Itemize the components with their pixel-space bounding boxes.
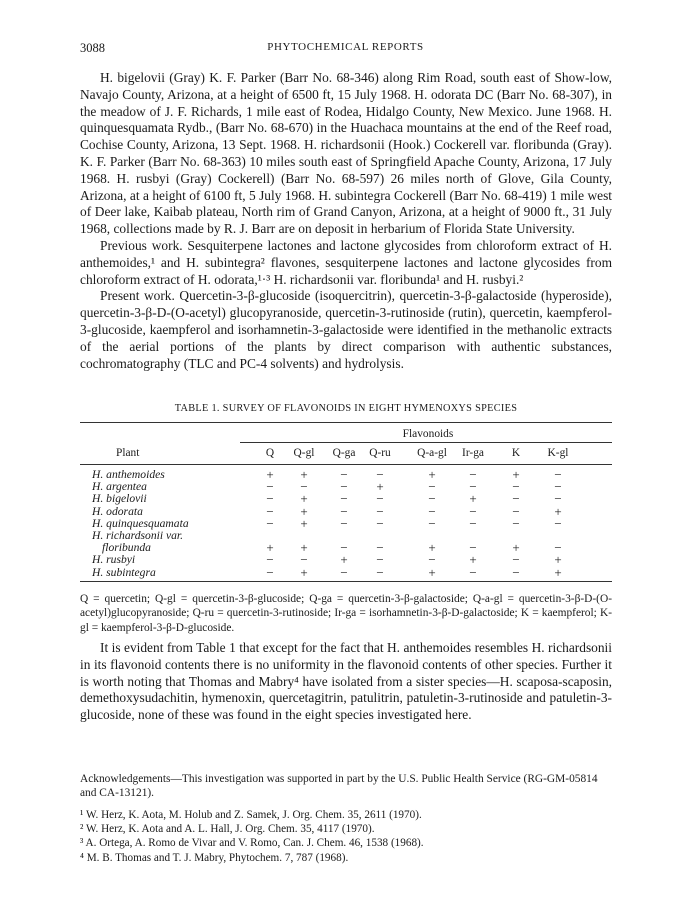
table-cell: − bbox=[340, 540, 348, 556]
table-cell: − bbox=[266, 503, 274, 519]
table-cell: − bbox=[554, 479, 562, 495]
table-row-plant: H. richardsonii var. bbox=[92, 529, 184, 542]
table-cell: − bbox=[469, 515, 477, 531]
page-number: 3088 bbox=[80, 41, 105, 55]
table-cell: − bbox=[554, 540, 562, 556]
column-header-plant: Plant bbox=[116, 447, 140, 459]
table-cell: − bbox=[376, 540, 384, 556]
table-cell: − bbox=[428, 491, 436, 507]
table-cell: + bbox=[300, 515, 308, 531]
table-cell: + bbox=[300, 467, 308, 482]
references bbox=[80, 808, 612, 865]
table-cell: − bbox=[512, 515, 520, 531]
table-cell: + bbox=[266, 467, 274, 482]
table-legend: Q = quercetin; Q-gl = quercetin-3-β-glucoside; Q-ga = quercetin-3-β-galactoside; Q-a-gl = quercetin-3-β-D-(O-acetyl)glucopyranoside; Q-ru = quercetin-3-rutinoside; Ir-ga = isorhamnetin-3-β-D-galactoside; K = kaempferol; K-gl = kaempferol-3-β-D-glucoside. bbox=[80, 593, 612, 634]
table-cell: − bbox=[266, 479, 274, 495]
column-header-q-ru: Q-ru bbox=[369, 447, 391, 459]
table-cell: − bbox=[469, 479, 477, 495]
table-cell: − bbox=[469, 540, 477, 556]
reference-3: ³ A. Ortega, A. Romo de Vivar and V. Romo, Can. J. Chem. 46, 1538 (1968). bbox=[80, 837, 424, 850]
table-cell: + bbox=[512, 467, 520, 482]
table-row-plant: H. odorata bbox=[92, 504, 143, 518]
table-cell: − bbox=[266, 552, 274, 568]
table-cell: + bbox=[469, 552, 477, 568]
table-top-rule bbox=[80, 422, 612, 423]
table-row-plant: H. bigelovii bbox=[92, 492, 147, 506]
table-cell: − bbox=[469, 503, 477, 519]
table-cell: − bbox=[340, 467, 348, 482]
running-header bbox=[80, 41, 611, 57]
table-cell: − bbox=[554, 515, 562, 531]
table-title: TABLE 1. SURVEY OF FLAVONOIDS IN EIGHT HYMENOXYS SPECIES bbox=[174, 403, 518, 414]
table-cell: + bbox=[428, 564, 436, 580]
column-header-ir-ga: Ir-ga bbox=[462, 447, 484, 459]
table-cell: + bbox=[512, 540, 520, 556]
present-work-paragraph: Present work. Quercetin-3-β-glucoside (isoquercitrin), quercetin-3-β-galactoside (hyperoside), quercetin-3-β-D-(O-acetyl) glucopyranoside, quercetin-3-rutinoside (rutin), quercetin, kaempferol-3-glucoside, kaempferol and isorhamnetin-3-galactoside were identified in the methanolic extracts of the aerial portions of the plants by direct comparison with authentic substances, cochromatography (TLC and PC-4 solvents) and hydrolysis. bbox=[80, 288, 612, 371]
table-cell: + bbox=[554, 564, 562, 580]
reference-2: ² W. Herz, K. Aota and A. L. Hall, J. Org. Chem. 35, 4117 (1970). bbox=[80, 823, 375, 836]
table-bottom-rule bbox=[80, 581, 612, 582]
table-cell: − bbox=[376, 552, 384, 568]
table-row-plant: H. rusbyi bbox=[92, 553, 136, 567]
table-row-plant: H. quinquesquamata bbox=[92, 516, 189, 530]
table-cell: − bbox=[554, 467, 562, 482]
table-cell: − bbox=[340, 503, 348, 519]
table-cell: − bbox=[428, 515, 436, 531]
table-cell: − bbox=[376, 503, 384, 519]
table-cell: − bbox=[376, 515, 384, 531]
table-row-plant: H. anthemoides bbox=[92, 468, 165, 481]
table-cell: − bbox=[340, 564, 348, 580]
journal-title: PHYTOCHEMICAL REPORTS bbox=[267, 41, 424, 53]
previous-work-paragraph: Previous work. Sesquiterpene lactones and lactone glycosides from chloroform extract of H. anthemoides,¹ and H. subintegra² flavones, sesquiterpene lactones and lactone glycosides from chloroform extract of H. odorata,¹·³ H. richardsonii var. floribunda¹ and H. rusbyi.² bbox=[80, 237, 612, 287]
table-cell: + bbox=[300, 540, 308, 556]
table-cell: − bbox=[340, 491, 348, 507]
collection-paragraph: H. bigelovii (Gray) K. F. Parker (Barr No. 68-346) along Rim Road, south east of Show-low, Navajo County, Arizona, at a height of 6500 ft, 15 July 1968. H. odorata DC (Barr No. 68-307), in the meadow of J. F. Richards, 1 mile east of Rodea, Hidalgo County, New Mexico. June 1968. H. quinquesquamata Rydb., (Barr No. 68-670) in the Huachaca mountains at the end of the Reef road, Cochise County, Arizona, 13 Sept. 1968. H. richardsonii (Hook.) Cockerell var. floribunda (Gray). K. F. Parker (Barr No. 68-363) 10 miles south east of Springfield Apache County, Arizona, 17 July 1968. H. rusbyi (Gray) Cockerell) (Barr No. 68-597) 26 miles north of Glove, Gila County, Arizona, at a height of 6100 ft, 5 July 1968. H. subintegra Cockerell (Barr No. 68-419) 1 mile west of Deer lake, Kaibab plateau, North rim of Grand Canyon, Arizona, at a height of 9000 ft., 31 July 1968, collections made by R. J. Barr are on deposit in herbarium of Florida State University. bbox=[80, 70, 612, 237]
table-group-header: Flavonoids bbox=[402, 428, 454, 440]
table-cell: − bbox=[428, 552, 436, 568]
table-cell: − bbox=[300, 552, 308, 568]
table-cell: − bbox=[469, 564, 477, 580]
table-cell: − bbox=[266, 564, 274, 580]
table-cell: + bbox=[340, 552, 348, 568]
table-cell: − bbox=[469, 467, 477, 482]
reference-4: ⁴ M. B. Thomas and T. J. Mabry, Phytochem. 7, 787 (1968). bbox=[80, 851, 349, 864]
table-cell: + bbox=[554, 503, 562, 519]
table-cell: − bbox=[300, 479, 308, 495]
column-header-q-gl: Q-gl bbox=[293, 447, 315, 459]
table-cell: + bbox=[266, 540, 274, 556]
acknowledgements: Acknowledgements—This investigation was supported in part by the U.S. Public Health Service (RG-GM-05814 and CA-13121). bbox=[80, 773, 598, 800]
table-cell: − bbox=[428, 479, 436, 495]
table-cell: + bbox=[300, 491, 308, 507]
collection-paragraph-block bbox=[80, 70, 612, 372]
column-header-k-gl: K-gl bbox=[547, 447, 569, 459]
table-group-rule bbox=[240, 442, 612, 443]
table-cell: − bbox=[376, 564, 384, 580]
column-header-k: K bbox=[511, 447, 521, 459]
table-cell: − bbox=[512, 479, 520, 495]
discussion-paragraph bbox=[80, 640, 612, 724]
table-header-rule bbox=[80, 464, 612, 465]
table-cell: − bbox=[266, 515, 274, 531]
table-cell: − bbox=[554, 491, 562, 507]
table-cell: − bbox=[376, 467, 384, 482]
table-cell: − bbox=[428, 503, 436, 519]
table-cell: − bbox=[376, 491, 384, 507]
table-cell: − bbox=[512, 564, 520, 580]
table-cell: + bbox=[428, 540, 436, 556]
table-row-plant: H. subintegra bbox=[92, 565, 156, 579]
table-cell: − bbox=[512, 491, 520, 507]
table-cell: + bbox=[376, 479, 384, 495]
discussion-text: It is evident from Table 1 that except for the fact that H. anthemoides resembles H. richardsonii in its flavonoid contents there is no uniformity in the flavonoid contents of other species. Further it is worth noting that Thomas and Mabry⁴ have isolated from a sister species—H. scaposa-scaposin, demethoxysudachitin, hymenoxin, quercetagitrin, patulitrin, patuletin-3-rutinoside and patuletin-3-glucoside, none of these was found in the eight species investigated here. bbox=[80, 640, 612, 723]
table-cell: − bbox=[266, 491, 274, 507]
table-cell: + bbox=[300, 503, 308, 519]
table-cell: − bbox=[340, 515, 348, 531]
column-header-q: Q bbox=[265, 447, 275, 459]
reference-1: ¹ W. Herz, K. Aota, M. Holub and Z. Samek, J. Org. Chem. 35, 2611 (1970). bbox=[80, 809, 422, 821]
table-row-plant: floribunda bbox=[102, 541, 151, 555]
column-header-q-a-gl: Q-a-gl bbox=[417, 447, 447, 459]
table-cell: − bbox=[512, 503, 520, 519]
table-row-plant: H. argentea bbox=[92, 480, 147, 494]
table-cell: − bbox=[512, 552, 520, 568]
table-cell: + bbox=[428, 467, 436, 482]
table-cell: + bbox=[300, 564, 308, 580]
table-cell: + bbox=[469, 491, 477, 507]
column-header-q-ga: Q-ga bbox=[332, 447, 356, 459]
table-cell: − bbox=[340, 479, 348, 495]
table-cell: + bbox=[554, 552, 562, 568]
